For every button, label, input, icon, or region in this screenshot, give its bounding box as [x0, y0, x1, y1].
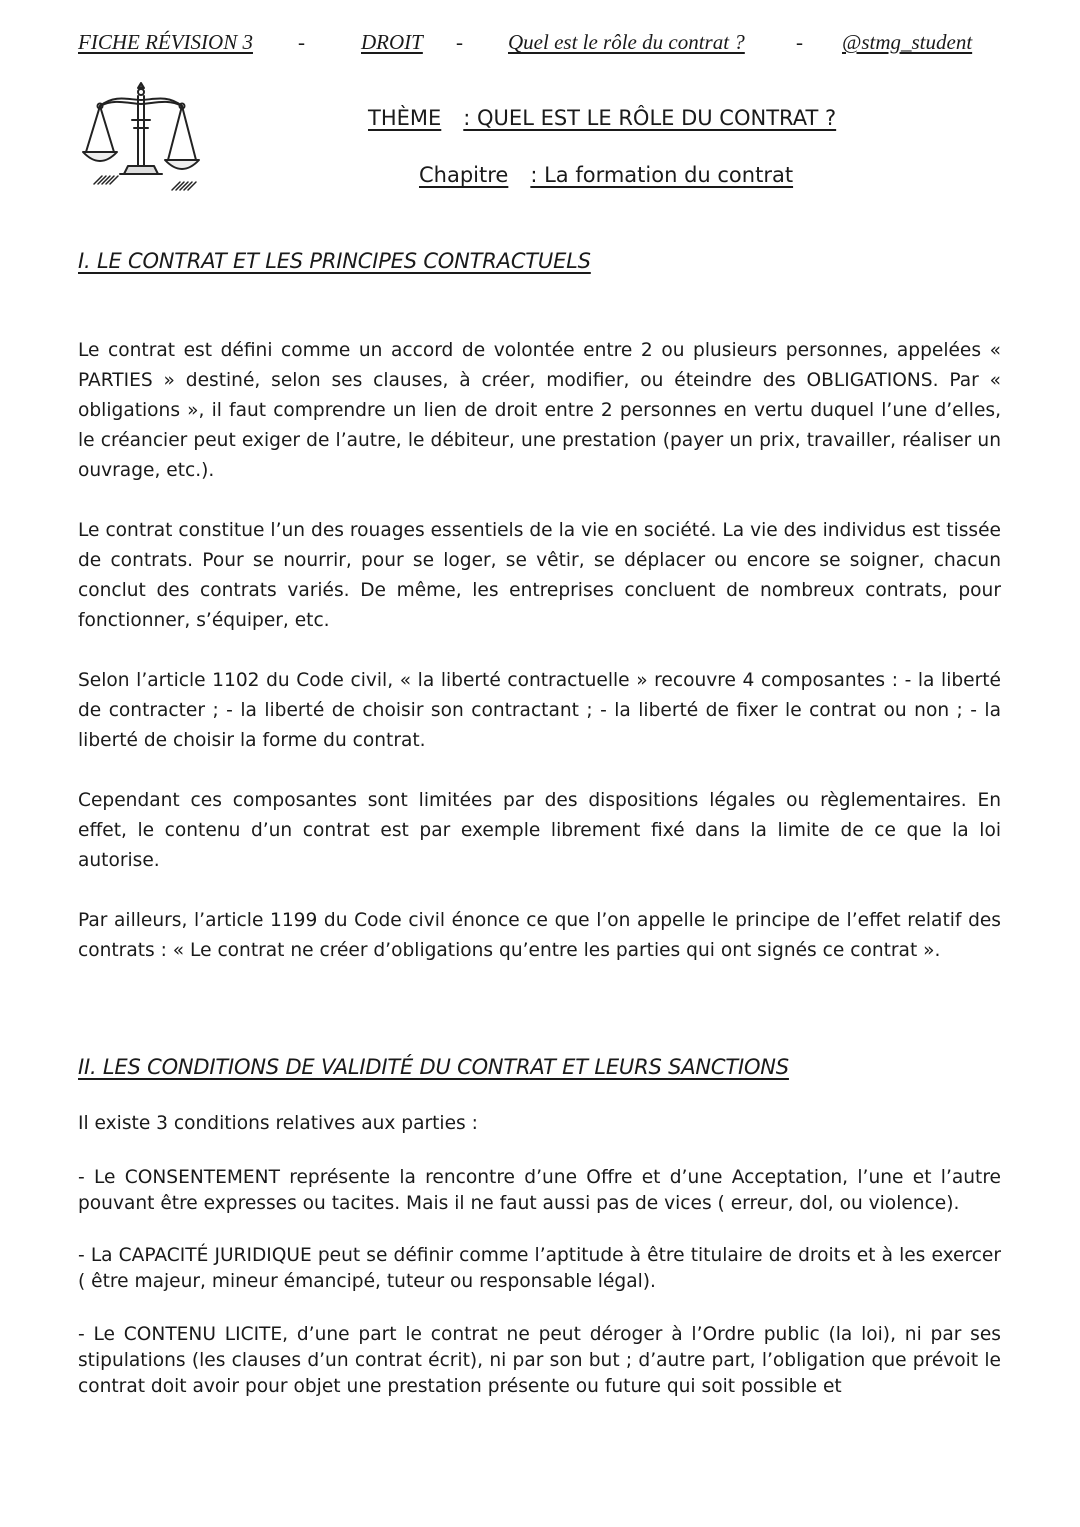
- header-question: Quel est le rôle du contrat ?: [508, 30, 745, 54]
- condition-item: - Le CONTENU LICITE, d’une part le contrat ne peut déroger à l’Ordre public (la loi), ni par ses stipulations (les clauses d’un contrat écrit), ni par son but ; d’autre part, l’obligation que prévoit le contrat doit avoir pour objet une prestation présente ou future qui soit possible et: [78, 1324, 1001, 1397]
- section-1-paragraph: Par ailleurs, l’article 1199 du Code civil énonce ce que l’on appelle le principe de l’effet relatif des contrats : « Le contrat ne créer d’obligations qu’entre les parties qui ont signés ce contrat ».: [78, 910, 1001, 961]
- condition-item: - La CAPACITÉ JURIDIQUE peut se définir comme l’aptitude à être titulaire de droits et à les exercer ( être majeur, mineur émancipé, tuteur ou responsable légal).: [78, 1245, 1001, 1292]
- page-header: [78, 30, 978, 60]
- theme-label: THÈME: [368, 106, 442, 130]
- header-account: @stmg_student: [842, 30, 973, 54]
- balance-scale-icon: [80, 80, 210, 196]
- theme-line: [368, 106, 836, 130]
- header-separator: -: [796, 30, 803, 54]
- section-2-title: II. LES CONDITIONS DE VALIDITÉ DU CONTRAT ET LEURS SANCTIONS: [78, 1055, 789, 1079]
- header-separator: -: [298, 30, 305, 54]
- chapter-line: [419, 163, 793, 187]
- section-1-title: I. LE CONTRAT ET LES PRINCIPES CONTRACTUELS: [78, 249, 591, 273]
- section-2-intro: Il existe 3 conditions relatives aux parties :: [78, 1113, 478, 1134]
- chapter-value: : La formation du contrat: [530, 163, 794, 187]
- section-1-paragraph: Le contrat constitue l’un des rouages essentiels de la vie en société. La vie des individus est tissée de contrats. Pour se nourrir, pour se loger, se vêtir, se déplacer ou encore se soigner, chacun conclut des contrats variés. De même, les entreprises concluent de nombreux contrats, pour fonctionner, s’équiper, etc.: [78, 520, 1001, 631]
- section-1-paragraph: Selon l’article 1102 du Code civil, « la liberté contractuelle » recouvre 4 composantes : - la liberté de contracter ; - la liberté de choisir son contractant ; - la liberté de fixer le contrat ou non ; - la liberté de choisir la forme du contrat.: [78, 670, 1001, 751]
- section-1-paragraph: Le contrat est défini comme un accord de volontée entre 2 ou plusieurs personnes, appelées « PARTIES » destiné, selon ses clauses, à créer, modifier, ou éteindre des OBLIGATIONS. Par « obligations », il faut comprendre un lien de droit entre 2 personnes en vertu duquel l’une d’elles, le créancier peut exiger de l’autre, le débiteur, une prestation (payer un prix, travailler, réaliser un ouvrage, etc.).: [78, 340, 1001, 481]
- section-1-paragraph: Cependant ces composantes sont limitées par des dispositions légales ou règlementaires. En effet, le contenu d’un contrat est par exemple librement fixé dans la limite de ce que la loi autorise.: [78, 790, 1001, 871]
- header-separator: -: [456, 30, 463, 54]
- condition-item: - Le CONSENTEMENT représente la rencontre d’une Offre et d’une Acceptation, l’une et l’autre pouvant être expresses ou tacites. Mais il ne faut aussi pas de vices ( erreur, dol, ou violence).: [78, 1167, 1001, 1214]
- chapter-label: Chapitre: [419, 163, 509, 187]
- header-fiche: FICHE RÉVISION 3: [78, 30, 253, 54]
- theme-value: : QUEL EST LE RÔLE DU CONTRAT ?: [463, 106, 837, 130]
- header-matiere: DROIT: [361, 30, 423, 54]
